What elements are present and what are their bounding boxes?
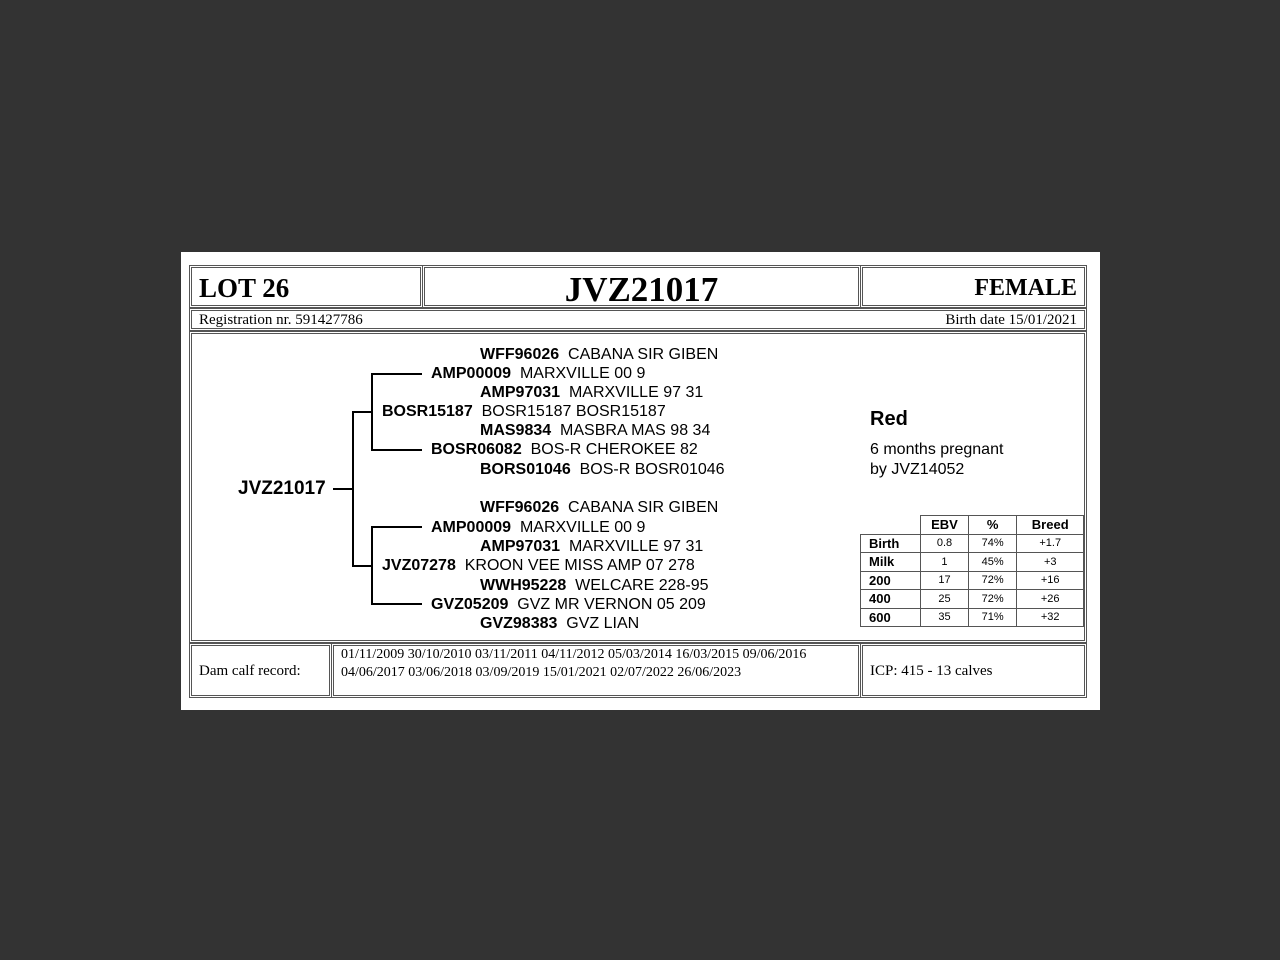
animal-color: Red	[870, 408, 908, 430]
pedigree-code: WWH95228	[480, 577, 567, 594]
animal-id-cell	[424, 267, 859, 309]
animal-id-title: JVZ21017	[564, 270, 719, 309]
ebv-header: %	[968, 516, 1017, 535]
ebv-row-label: 200	[861, 571, 921, 590]
pregnancy-status: 6 months pregnant	[870, 441, 1004, 458]
ebv-percent: 45%	[968, 553, 1017, 572]
pedigree-connector	[371, 526, 373, 604]
ebv-value: 25	[921, 590, 969, 609]
ebv-row-label: 400	[861, 590, 921, 609]
pedigree-name: WELCARE 228-95	[575, 577, 709, 594]
ebv-value: 17	[921, 571, 969, 590]
lot-card	[181, 252, 1100, 710]
ebv-breed: +3	[1017, 553, 1084, 572]
animal-sex: FEMALE	[974, 275, 1077, 301]
pedigree-connector	[333, 488, 353, 490]
ebv-header: EBV	[921, 516, 969, 535]
ebv-row	[861, 534, 1084, 553]
pedigree-connector	[371, 603, 422, 605]
ebv-value: 1	[921, 553, 969, 572]
ebv-breed: +16	[1017, 571, 1084, 590]
pedigree-dss	[480, 498, 718, 517]
pedigree-sd	[431, 440, 698, 459]
pedigree-name: CABANA SIR GIBEN	[568, 499, 719, 516]
ebv-percent: 72%	[968, 590, 1017, 609]
pedigree-name: GVZ LIAN	[566, 615, 640, 632]
pedigree-dsd	[480, 537, 703, 556]
lot-cell	[191, 267, 421, 306]
pedigree-connector	[371, 373, 422, 375]
calf-record-label-cell	[191, 645, 330, 696]
pedigree-root: JVZ21017	[238, 478, 326, 499]
calf-record-dates: 01/11/2009 30/10/2010 03/11/2011 04/11/2012 05/03/2014 16/03/2015 09/06/2016 04/06/2017 03/06/2018 03/09/2019 15/01/2021 02/07/2022 26/06/2023	[341, 647, 807, 680]
pedigree-connector	[371, 526, 422, 528]
pedigree-code: GVZ05209	[431, 596, 509, 613]
ebv-row	[861, 590, 1084, 609]
pedigree-name: MARXVILLE 97 31	[568, 538, 704, 555]
pedigree-code: JVZ07278	[382, 557, 456, 574]
pedigree-sds	[480, 421, 710, 440]
calf-record-label: Dam calf record:	[199, 663, 301, 679]
pedigree-name: GVZ MR VERNON 05 209	[517, 596, 706, 613]
pedigree-code: WFF96026	[480, 346, 560, 363]
birth-date: Birth date 15/01/2021	[945, 312, 1077, 328]
icp-summary: ICP: 415 - 13 calves	[870, 663, 993, 679]
pedigree-ss	[431, 364, 645, 383]
ebv-breed: +32	[1017, 608, 1084, 627]
pedigree-code: BORS01046	[480, 461, 571, 478]
pedigree-dd	[431, 595, 706, 614]
ebv-table	[860, 515, 1084, 627]
pedigree-ds	[431, 518, 645, 537]
calf-record-dates-cell	[333, 645, 859, 696]
pedigree-name: MASBRA MAS 98 34	[560, 422, 711, 439]
ebv-row	[861, 608, 1084, 627]
ebv-percent: 71%	[968, 608, 1017, 627]
pedigree-code: GVZ98383	[480, 615, 558, 632]
pedigree-code: AMP00009	[431, 365, 512, 382]
pedigree-connector	[371, 449, 422, 451]
pedigree-name: BOS-R CHEROKEE 82	[530, 441, 698, 458]
pedigree-connector	[371, 373, 373, 450]
pedigree-code: WFF96026	[480, 499, 560, 516]
pedigree-dds	[480, 576, 709, 595]
ebv-header: Breed	[1017, 516, 1084, 535]
pedigree-connector	[352, 411, 354, 567]
pedigree-code: AMP97031	[480, 384, 561, 401]
pedigree-code: BOSR15187	[382, 403, 473, 420]
ebv-row-label: Milk	[861, 553, 921, 572]
pedigree-connector	[352, 565, 372, 567]
pedigree-name: MARXVILLE 00 9	[519, 519, 646, 536]
ebv-breed: +1.7	[1017, 534, 1084, 553]
pedigree-name: MARXVILLE 00 9	[519, 365, 646, 382]
ebv-breed: +26	[1017, 590, 1084, 609]
pedigree-sire	[382, 402, 666, 421]
registration-row	[191, 310, 1085, 329]
pedigree-name: MARXVILLE 97 31	[568, 384, 704, 401]
ebv-percent: 72%	[968, 571, 1017, 590]
pedigree-code: BOSR06082	[431, 441, 522, 458]
lot-number: LOT 26	[199, 273, 290, 303]
pedigree-ssd	[480, 383, 703, 402]
registration-number: Registration nr. 591427786	[199, 312, 363, 328]
pregnancy-sire: by JVZ14052	[870, 461, 965, 478]
ebv-row-label: 600	[861, 608, 921, 627]
ebv-row-label: Birth	[861, 534, 921, 553]
pedigree-ddd	[480, 614, 639, 633]
pedigree-code: AMP97031	[480, 538, 561, 555]
icp-cell	[862, 645, 1085, 696]
pedigree-name: KROON VEE MISS AMP 07 278	[464, 557, 695, 574]
ebv-row	[861, 571, 1084, 590]
ebv-value: 0.8	[921, 534, 969, 553]
pedigree-name: CABANA SIR GIBEN	[568, 346, 719, 363]
pedigree-panel	[191, 333, 1085, 641]
ebv-percent: 74%	[968, 534, 1017, 553]
pedigree-dam	[382, 556, 695, 575]
pedigree-sdd	[480, 460, 725, 479]
ebv-row	[861, 553, 1084, 572]
ebv-header-blank	[861, 516, 921, 535]
pedigree-name: BOSR15187 BOSR15187	[481, 403, 666, 420]
ebv-header-row	[861, 516, 1084, 535]
sex-cell	[862, 267, 1085, 306]
pedigree-sss	[480, 345, 718, 364]
pedigree-code: MAS9834	[480, 422, 552, 439]
pedigree-name: BOS-R BOSR01046	[579, 461, 725, 478]
ebv-value: 35	[921, 608, 969, 627]
pedigree-code: AMP00009	[431, 519, 512, 536]
pedigree-connector	[352, 411, 372, 413]
